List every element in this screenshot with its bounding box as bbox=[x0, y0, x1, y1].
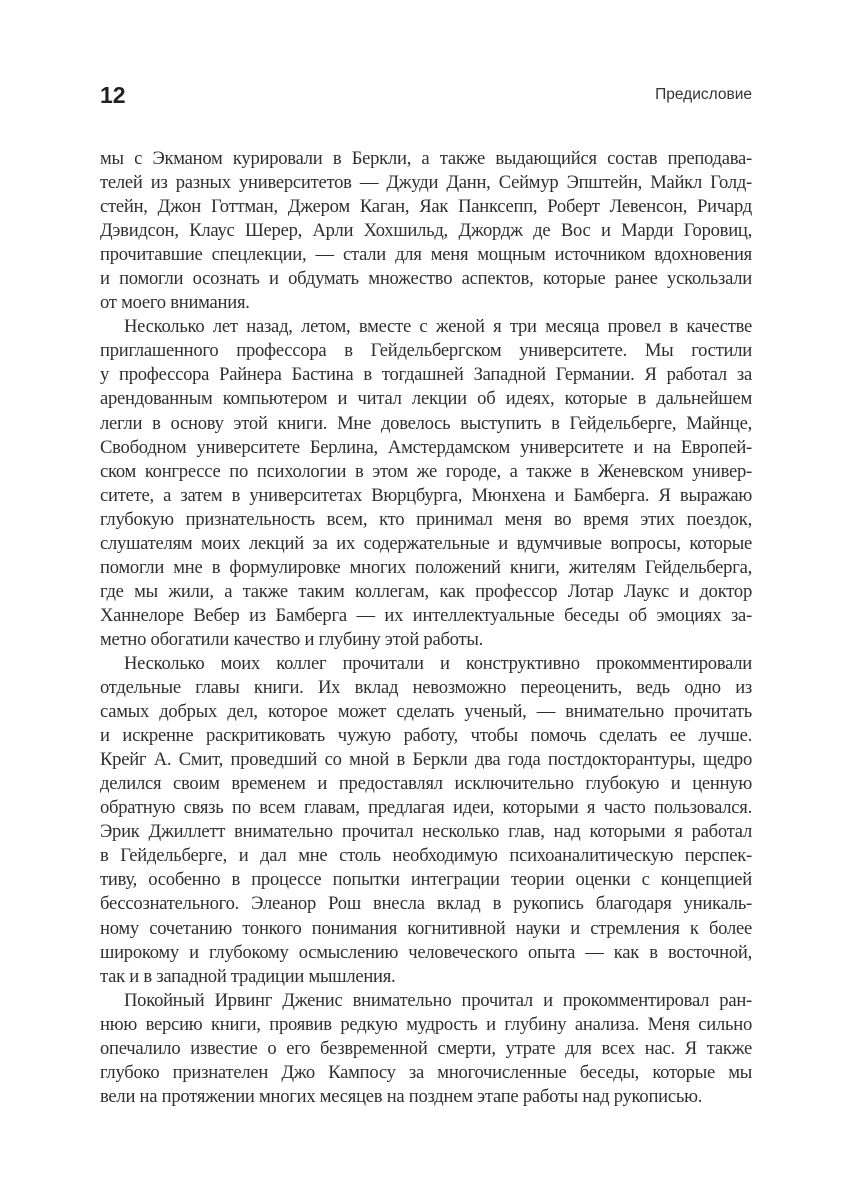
text-line: арендованным компьютером и читал лекции об идеях, которые в дальнейшем bbox=[100, 388, 752, 410]
text-line: глубокую признательность всем, кто принимал меня во время этих поездок, bbox=[100, 508, 752, 530]
text-line: тиву, особенно в процессе попытки интеграции теории оценки с концепцией bbox=[100, 869, 752, 891]
paragraph bbox=[100, 315, 752, 652]
text-line: Покойный Ирвинг Дженис внимательно прочитал и прокомментировал ран- bbox=[124, 989, 752, 1011]
text-line: Ханнелоре Вебер из Бамберга — их интеллектуальные беседы об эмоциях за- bbox=[100, 604, 752, 626]
paragraph bbox=[100, 652, 752, 989]
text-line: делился своим временем и предоставлял исключительно глубокую и ценную bbox=[100, 773, 752, 795]
text-line: так и в западной традиции мышления. bbox=[100, 965, 396, 987]
text-line: широкому и глубокому осмыслению человеческого опыта — как в восточной, bbox=[100, 941, 752, 963]
text-line: стейн, Джон Готтман, Джером Каган, Яак Панксепп, Роберт Левенсон, Ричард bbox=[100, 196, 752, 218]
text-line: в Гейдельберге, и дал мне столь необходимую психоаналитическую перспек- bbox=[100, 845, 752, 867]
text-line: Крейг А. Смит, проведший со мной в Беркли два года постдокторантуры, щедро bbox=[100, 749, 752, 771]
paragraph bbox=[100, 989, 752, 1109]
text-line: Несколько лет назад, летом, вместе с женой я три месяца провел в качестве bbox=[124, 316, 752, 338]
text-line: и искренне раскритиковать чужую работу, чтобы помочь сделать ее лучше. bbox=[100, 725, 752, 747]
text-line: обратную связь по всем главам, предлагая идеи, которыми я часто пользовался. bbox=[100, 797, 752, 819]
text-line: Эрик Джиллетт внимательно прочитал несколько глав, над которыми я работал bbox=[100, 821, 752, 843]
body-text bbox=[100, 147, 752, 1109]
running-title: Предисловие bbox=[655, 86, 752, 103]
text-line: слушателям моих лекций за их содержательные и вдумчивые вопросы, которые bbox=[100, 532, 752, 554]
text-line: Свободном университете Берлина, Амстердамском университете и на Европей- bbox=[100, 436, 752, 458]
text-line: глубоко признателен Джо Кампосу за многочисленные беседы, которые мы bbox=[100, 1061, 752, 1083]
text-line: нюю версию книги, проявив редкую мудрость и глубину анализа. Меня сильно bbox=[100, 1013, 752, 1035]
text-line: вели на протяжении многих месяцев на позднем этапе работы над рукописью. bbox=[100, 1085, 703, 1107]
text-line: приглашенного профессора в Гейдельбергском университете. Мы гостили bbox=[100, 340, 752, 362]
paragraph bbox=[100, 147, 752, 315]
page-header bbox=[100, 82, 752, 112]
text-line: легли в основу этой книги. Мне довелось выступить в Гейдельберге, Майнце, bbox=[100, 412, 752, 434]
text-line: отдельные главы книги. Их вклад невозможно переоценить, ведь одно из bbox=[100, 677, 752, 699]
text-line: от моего внимания. bbox=[100, 292, 250, 314]
text-line: ситете, а затем в университетах Вюрцбурга, Мюнхена и Бамберга. Я выражаю bbox=[100, 484, 752, 506]
text-line: телей из разных университетов — Джуди Данн, Сеймур Эпштейн, Майкл Голд- bbox=[100, 172, 752, 194]
text-line: Несколько моих коллег прочитали и конструктивно прокомментировали bbox=[124, 652, 752, 674]
text-line: и помогли осознать и обдумать множество аспектов, которые ранее ускользали bbox=[100, 268, 752, 290]
page-number: 12 bbox=[100, 82, 126, 108]
text-line: метно обогатили качество и глубину этой работы. bbox=[100, 628, 484, 650]
text-line: бессознательного. Элеанор Рош внесла вклад в рукопись благодаря уникаль- bbox=[100, 893, 752, 915]
text-line: ному сочетанию тонкого понимания когнитивной науки и стремления к более bbox=[100, 917, 752, 939]
text-line: Дэвидсон, Клаус Шерер, Арли Хохшильд, Джордж де Вос и Марди Горовиц, bbox=[100, 220, 752, 242]
text-line: прочитавшие спецлекции, — стали для меня мощным источником вдохновения bbox=[100, 244, 752, 266]
text-line: помогли мне в формулировке многих положений книги, жителям Гейдельберга, bbox=[100, 556, 752, 578]
text-line: самых добрых дел, которое может сделать ученый, — внимательно прочитать bbox=[100, 701, 752, 723]
text-line: мы с Экманом курировали в Беркли, а также выдающийся состав преподава- bbox=[100, 148, 752, 169]
text-line: опечалило известие о его безвременной смерти, утрате для всех нас. Я также bbox=[100, 1037, 752, 1059]
text-line: у профессора Райнера Бастина в тогдашней Западной Германии. Я работал за bbox=[100, 364, 752, 386]
text-line: где мы жили, а также таким коллегам, как профессор Лотар Лаукс и доктор bbox=[100, 580, 752, 602]
text-line: ском конгрессе по психологии в этом же городе, а также в Женевском универ- bbox=[100, 460, 752, 482]
